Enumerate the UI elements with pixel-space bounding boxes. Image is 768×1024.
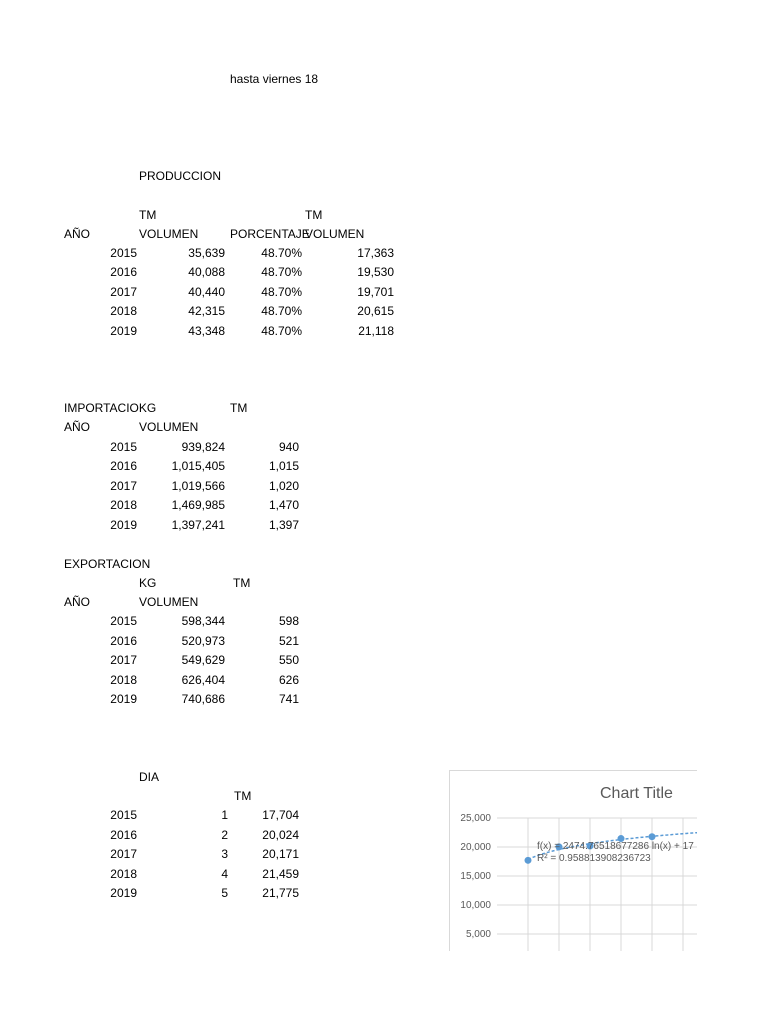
exportacion-volumen-header: VOLUMEN xyxy=(139,595,199,609)
porcentaje-cell: 48.70% xyxy=(261,285,302,299)
trendline-equation: f(x) = 2474.76518677286 ln(x) + 17 xyxy=(537,841,694,852)
header-note: hasta viernes 18 xyxy=(230,72,319,86)
dia-cell: 1 xyxy=(221,808,228,822)
dia-cell: 2 xyxy=(221,828,228,842)
kg-cell: 740,686 xyxy=(181,692,225,706)
data-point xyxy=(649,833,656,840)
tm-cell: 21,459 xyxy=(262,867,299,881)
produccion-title: PRODUCCION xyxy=(139,169,222,183)
y-tick-label: 25,000 xyxy=(460,813,491,824)
tm-cell: 20,024 xyxy=(262,828,299,842)
kg-cell: 549,629 xyxy=(181,653,225,667)
tm-cell: 1,470 xyxy=(268,498,299,512)
volumen2-cell: 21,118 xyxy=(358,324,394,338)
volumen-cell: 43,348 xyxy=(188,324,225,338)
year-cell: 2018 xyxy=(110,867,137,881)
kg-cell: 1,469,985 xyxy=(171,498,225,512)
kg-cell: 939,824 xyxy=(181,440,225,454)
year-cell: 2019 xyxy=(110,324,137,338)
year-cell: 2017 xyxy=(110,285,137,299)
dia-cell: 4 xyxy=(221,867,228,881)
dia-title: DIA xyxy=(139,770,160,784)
porcentaje-cell: 48.70% xyxy=(261,265,302,279)
dia-cell: 3 xyxy=(221,847,228,861)
porcentaje-cell: 48.70% xyxy=(261,304,302,318)
tm-cell: 1,015 xyxy=(268,459,299,473)
y-tick-label: 5,000 xyxy=(465,929,491,940)
year-cell: 2015 xyxy=(110,246,137,260)
importacion-title: IMPORTACIOKG xyxy=(64,401,157,415)
year-cell: 2016 xyxy=(110,459,137,473)
volumen-cell: 42,315 xyxy=(188,304,225,318)
tm-cell: 521 xyxy=(278,634,299,648)
volumen2-cell: 19,701 xyxy=(357,285,394,299)
exportacion-title: EXPORTACION xyxy=(64,557,151,571)
data-point xyxy=(525,857,532,864)
y-tick-label: 20,000 xyxy=(460,842,491,853)
scatter-chart[interactable] xyxy=(449,770,697,951)
dia-unit: TM xyxy=(234,789,252,803)
volumen-cell: 40,088 xyxy=(188,265,225,279)
y-tick-label: 15,000 xyxy=(460,871,491,882)
year-cell: 2016 xyxy=(110,634,137,648)
trendline-r-squared: R² = 0.958813908236723 xyxy=(537,853,651,864)
tm-cell: 1,020 xyxy=(268,479,299,493)
year-cell: 2017 xyxy=(110,847,137,861)
tm-cell: 1,397 xyxy=(268,518,299,532)
year-cell: 2019 xyxy=(110,886,137,900)
tm-cell: 940 xyxy=(278,440,299,454)
exportacion-unit: TM xyxy=(233,576,251,590)
importacion-unit: TM xyxy=(230,401,248,415)
tm-cell: 21,775 xyxy=(262,886,299,900)
tm-cell: 741 xyxy=(278,692,299,706)
tm-cell: 550 xyxy=(278,653,299,667)
year-cell: 2019 xyxy=(110,518,137,532)
kg-cell: 1,019,566 xyxy=(171,479,225,493)
volumen2-cell: 20,615 xyxy=(357,304,394,318)
produccion-unit-1: TM xyxy=(139,208,157,222)
year-cell: 2017 xyxy=(110,653,137,667)
kg-cell: 626,404 xyxy=(181,673,225,687)
year-cell: 2018 xyxy=(110,498,137,512)
volumen2-cell: 19,530 xyxy=(357,265,394,279)
dia-cell: 5 xyxy=(221,886,228,900)
exportacion-kg-header: KG xyxy=(139,576,157,590)
porcentaje-cell: 48.70% xyxy=(261,246,302,260)
volumen-cell: 35,639 xyxy=(188,246,225,260)
year-cell: 2016 xyxy=(110,828,137,842)
volumen2-cell: 17,363 xyxy=(357,246,394,260)
tm-cell: 598 xyxy=(278,614,299,628)
importacion-volumen-header: VOLUMEN xyxy=(139,420,199,434)
produccion-year-label: AÑO xyxy=(64,227,91,241)
volumen-cell: 40,440 xyxy=(188,285,225,299)
chart-title: Chart Title xyxy=(600,785,673,802)
year-cell: 2015 xyxy=(110,808,137,822)
year-cell: 2015 xyxy=(110,440,137,454)
exportacion-year-label: AÑO xyxy=(64,595,91,609)
year-cell: 2016 xyxy=(110,265,137,279)
kg-cell: 1,015,405 xyxy=(171,459,225,473)
year-cell: 2018 xyxy=(110,304,137,318)
produccion-unit-2: TM xyxy=(305,208,323,222)
kg-cell: 598,344 xyxy=(181,614,225,628)
tm-cell: 626 xyxy=(278,673,299,687)
year-cell: 2017 xyxy=(110,479,137,493)
tm-cell: 17,704 xyxy=(262,808,299,822)
kg-cell: 520,973 xyxy=(181,634,225,648)
porcentaje-cell: 48.70% xyxy=(261,324,302,338)
y-tick-label: 10,000 xyxy=(460,900,491,911)
produccion-volumen-header: VOLUMEN xyxy=(139,227,199,241)
year-cell: 2015 xyxy=(110,614,137,628)
year-cell: 2018 xyxy=(110,673,137,687)
year-cell: 2019 xyxy=(110,692,137,706)
produccion-porcentaje-header: PORCENTAJE xyxy=(230,227,310,241)
produccion-volumen2-header: VOLUMEN xyxy=(305,227,365,241)
kg-cell: 1,397,241 xyxy=(171,518,225,532)
importacion-year-label: AÑO xyxy=(64,420,91,434)
tm-cell: 20,171 xyxy=(262,847,299,861)
